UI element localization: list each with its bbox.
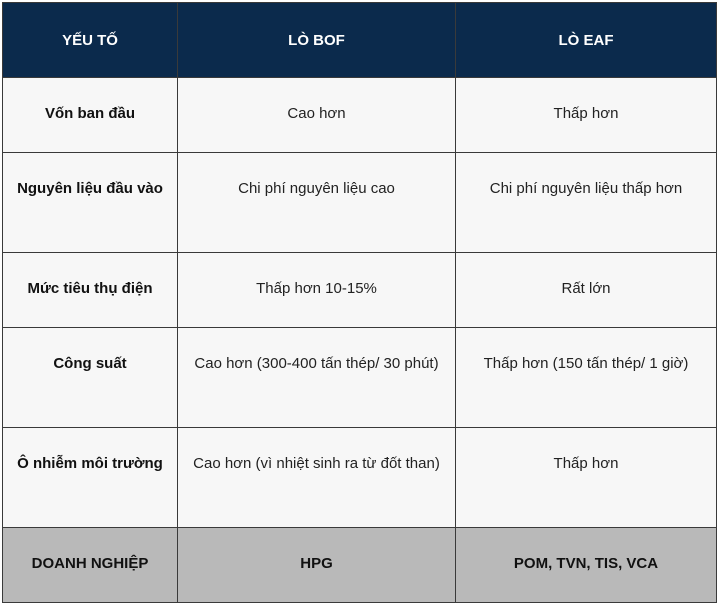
footer-bof: HPG	[178, 528, 456, 603]
row-bof: Thấp hơn 10-15%	[178, 253, 456, 328]
row-bof: Chi phí nguyên liệu cao	[178, 153, 456, 253]
table-row	[3, 328, 717, 428]
row-factor: Nguyên liệu đầu vào	[3, 153, 178, 253]
table-row	[3, 428, 717, 528]
row-factor: Ô nhiễm môi trường	[3, 428, 178, 528]
row-factor: Công suất	[3, 328, 178, 428]
footer-factor: DOANH NGHIỆP	[3, 528, 178, 603]
header-row	[3, 3, 717, 78]
comparison-table	[2, 2, 717, 603]
row-bof: Cao hơn (vì nhiệt sinh ra từ đốt than)	[178, 428, 456, 528]
header-eaf: LÒ EAF	[456, 3, 717, 78]
row-factor: Vốn ban đầu	[3, 78, 178, 153]
row-eaf: Thấp hơn	[456, 428, 717, 528]
table-row	[3, 78, 717, 153]
header-bof: LÒ BOF	[178, 3, 456, 78]
footer-row	[3, 528, 717, 603]
row-factor: Mức tiêu thụ điện	[3, 253, 178, 328]
footer-eaf: POM, TVN, TIS, VCA	[456, 528, 717, 603]
row-eaf: Thấp hơn (150 tấn thép/ 1 giờ)	[456, 328, 717, 428]
row-eaf: Thấp hơn	[456, 78, 717, 153]
header-factor: YẾU TỐ	[3, 3, 178, 78]
row-eaf: Chi phí nguyên liệu thấp hơn	[456, 153, 717, 253]
row-bof: Cao hơn	[178, 78, 456, 153]
row-bof: Cao hơn (300-400 tấn thép/ 30 phút)	[178, 328, 456, 428]
row-eaf: Rất lớn	[456, 253, 717, 328]
table-row	[3, 253, 717, 328]
table-row	[3, 153, 717, 253]
